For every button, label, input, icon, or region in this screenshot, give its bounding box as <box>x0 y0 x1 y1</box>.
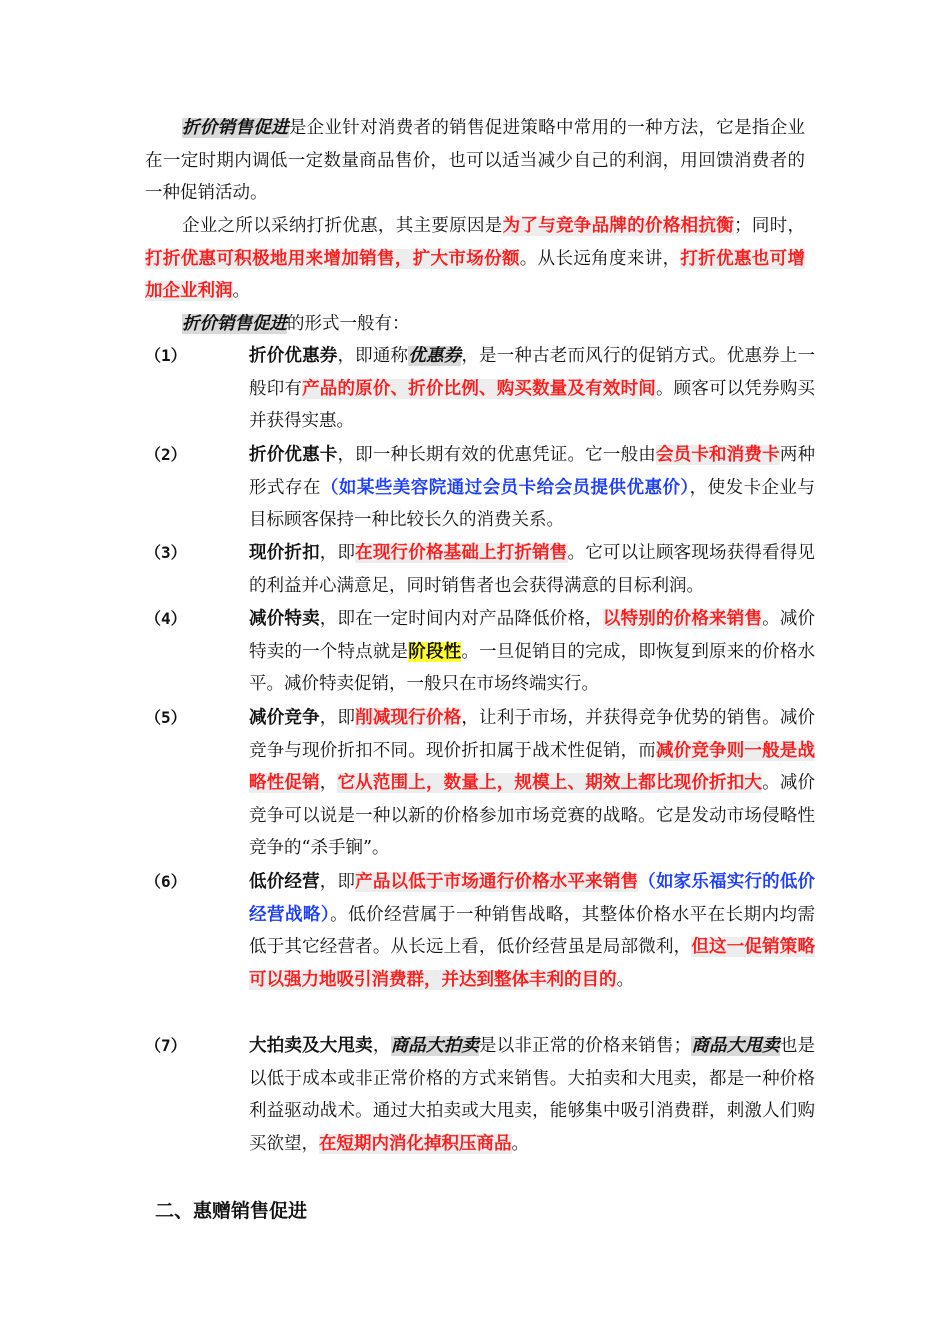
red-highlight: 以特别的价格来销售 <box>602 609 763 629</box>
red-highlight: 在现行价格基础上打折销售 <box>355 543 568 563</box>
item-body <box>249 702 815 865</box>
text: 。一旦促销目的完成，即恢复到原来的价格水平。减价特卖促销，一般只在市场终端实行。 <box>249 641 816 695</box>
term-highlight: 商品大甩卖 <box>691 1036 780 1056</box>
red-highlight: 产品以低于市场通行价格水平来销售 <box>355 872 639 892</box>
text: ， <box>372 1036 391 1056</box>
text: 是企业针对消费者的销售促进策略中常用的一种方法，它是指企业在一定时期内调低一定数量商品售价，也可以适当减少自己的利润，用回馈消费者的一种促销活动。 <box>145 118 806 204</box>
item-term: 大拍卖及大甩卖 <box>249 1036 373 1056</box>
item-number: （3） <box>145 543 187 562</box>
red-highlight: 打折优惠也可增加企业利润 <box>145 248 806 302</box>
item-number: （6） <box>145 872 187 891</box>
text: 。它可以让顾客现场获得看得见的利益并心满意足，同时销售者也会获得满意的目标利润。 <box>249 543 816 596</box>
item-body <box>249 1030 815 1160</box>
text: 。减价竞争可以说是一种以新的价格参加市场竞赛的战略。它是发动市场侵略性竞争的“杀手锏”。 <box>249 773 816 859</box>
item-term: 低价经营 <box>249 872 320 892</box>
text: 企业之所以采纳打折优惠，其主要原因是 <box>182 216 503 236</box>
red-highlight: 它从范围上，数量上，规模上、期效上都比现价折扣大 <box>337 773 763 794</box>
red-highlight: 但这一促销策略可以强力地吸引消费群，并达到整体丰利的目的 <box>249 937 816 990</box>
text: ，即 <box>319 872 356 892</box>
section-heading: 二、惠赠销售促进 <box>155 1200 308 1222</box>
text: ，即 <box>319 708 356 728</box>
item-number: （7） <box>145 1036 187 1055</box>
yellow-highlight: 阶段性 <box>408 641 462 662</box>
item-body <box>249 340 815 438</box>
red-highlight: 产品的原价、折价比例、购买数量及有效时间 <box>302 378 656 399</box>
text: 的形式一般有： <box>287 314 410 334</box>
item-number: （5） <box>145 708 187 727</box>
term-highlight: 折价销售促进 <box>182 118 289 138</box>
item-body <box>249 537 815 602</box>
text: 。减价特卖的一个特点就是 <box>249 609 816 662</box>
item-number: （2） <box>145 445 187 464</box>
term-highlight: 优惠券 <box>408 346 462 366</box>
text: ， <box>319 773 338 794</box>
text: 也是以低于成本或非正常价格的方式来销售。大拍卖和大甩卖，都是一种价格利益驱动战术。通过大拍卖或大甩卖，能够集中吸引消费群，刺激人们购买欲望， <box>249 1036 816 1154</box>
text: ，即一种长期有效的优惠凭证。它一般由 <box>337 445 656 465</box>
text: ；同时， <box>734 216 806 236</box>
item-body <box>249 603 815 701</box>
red-highlight: 减价竞争则一般是战略性促销 <box>249 740 816 794</box>
item-term: 减价特卖 <box>249 609 320 629</box>
red-highlight: 削减现行价格 <box>355 708 462 728</box>
text: ，即 <box>319 543 356 563</box>
item-body <box>249 439 815 537</box>
text: ，即通称 <box>337 346 409 366</box>
text: 。低价经营属于一种销售战略，其整体价格水平在长期内均需低于其它经营者。从长远上看，低价经营虽是局部微利， <box>249 904 816 958</box>
term-highlight: 商品大拍卖 <box>390 1036 480 1056</box>
red-highlight: 在短期内消化掉积压商品 <box>319 1133 512 1154</box>
item-term: 现价折扣 <box>249 543 320 563</box>
text: ，即在一定时间内对产品降低价格， <box>319 609 603 629</box>
reason-paragraph <box>145 210 805 308</box>
item-number: （4） <box>145 609 187 628</box>
red-highlight: 会员卡和消费卡 <box>655 445 780 465</box>
text: ，是一种古老而风行的促销方式。优惠券上一般印有 <box>249 346 816 399</box>
forms-intro <box>145 308 805 341</box>
intro-paragraph <box>145 112 805 210</box>
text: 。 <box>511 1133 529 1154</box>
item-term: 减价竞争 <box>249 708 320 728</box>
item-number: （1） <box>145 346 187 365</box>
text: 。 <box>232 281 250 302</box>
text: ，让利于市场，并获得竞争优势的销售。减价竞争与现价折扣不同。现价折扣属于战术性促销，而 <box>249 708 816 761</box>
blue-example: （如某些美容院通过会员卡给会员提供优惠价） <box>320 477 690 498</box>
item-term: 折价优惠券 <box>249 346 338 366</box>
item-term: 折价优惠卡 <box>249 445 338 465</box>
blue-example: （如家乐福实行的低价经营战略） <box>249 872 816 925</box>
term-highlight: 折价销售促进 <box>182 314 287 334</box>
item-body <box>249 866 815 996</box>
red-highlight: 打折优惠可积极地用来增加销售，扩大市场份额 <box>145 248 520 269</box>
text: 。顾客可以凭券购买并获得实惠。 <box>249 378 816 432</box>
text: 。 <box>616 969 634 990</box>
text: 是以非正常的价格来销售； <box>479 1036 692 1056</box>
text: 。从长远角度来讲， <box>519 248 681 269</box>
text: 两种形式存在 <box>249 445 816 498</box>
text: ，使发卡企业与目标顾客保持一种比较长久的消费关系。 <box>249 477 816 531</box>
red-highlight: 为了与竞争品牌的价格相抗衡 <box>502 216 735 236</box>
